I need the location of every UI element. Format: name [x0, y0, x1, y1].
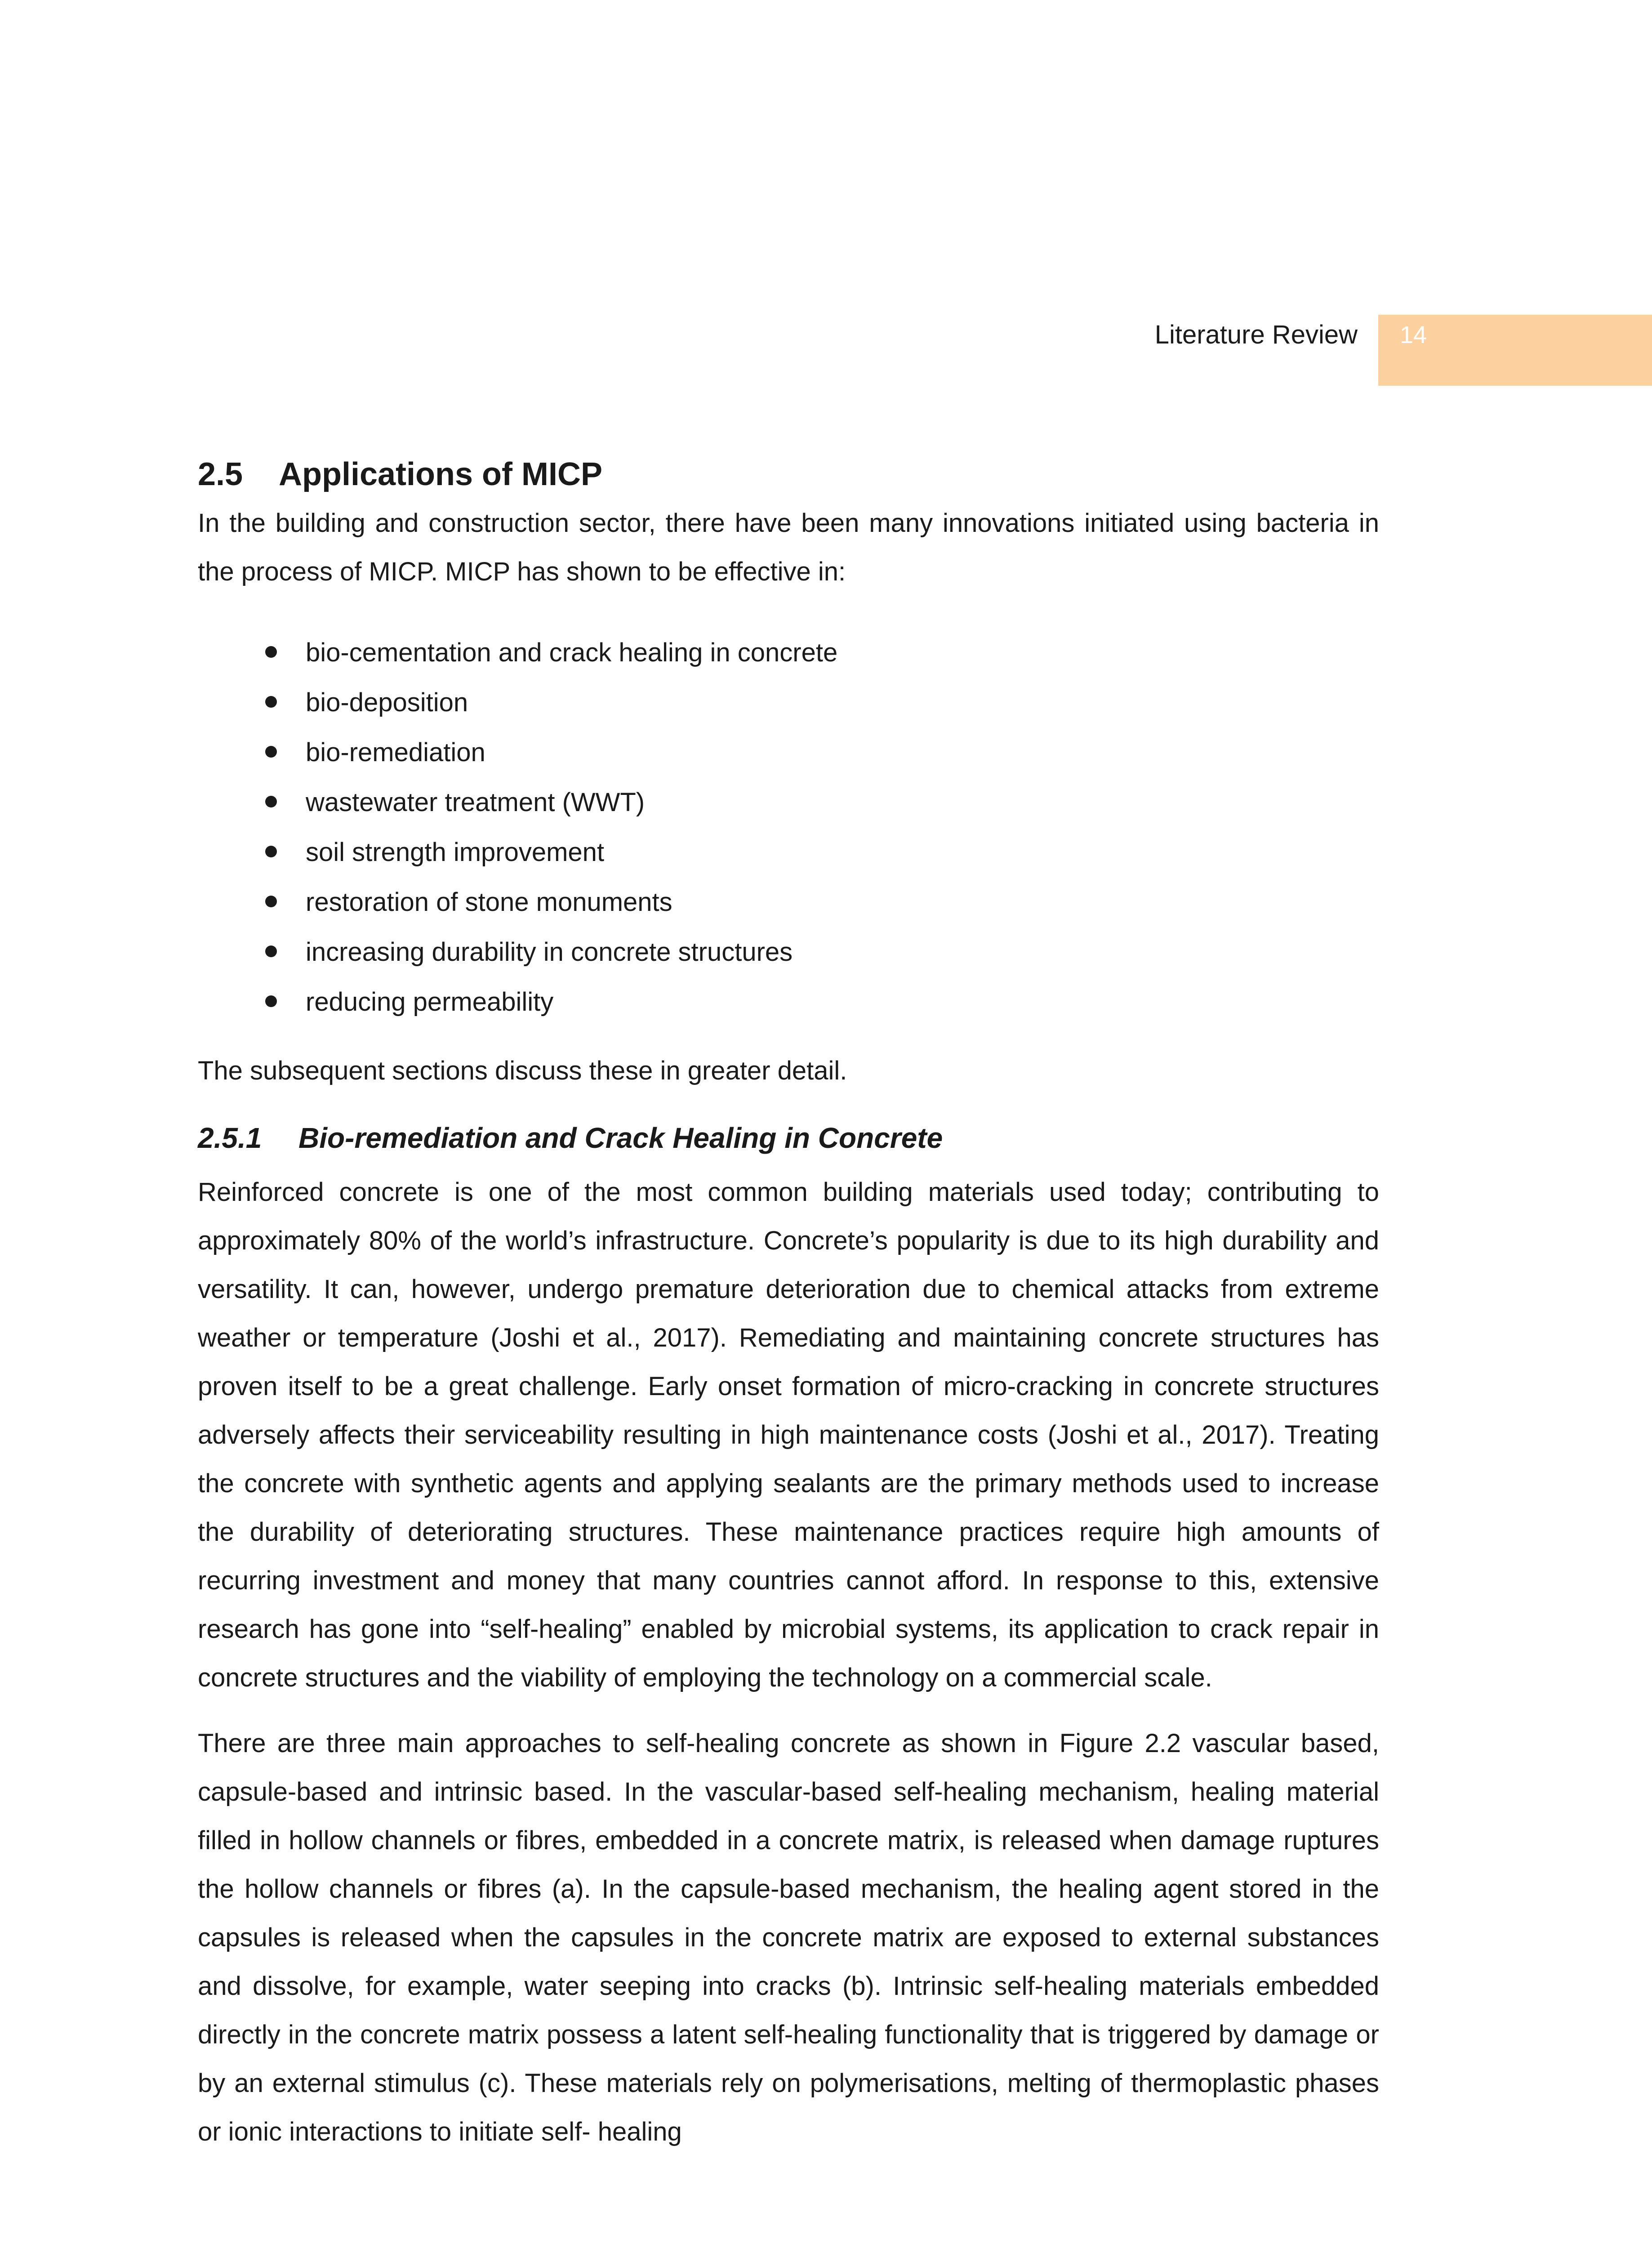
- page-number-tab: [1378, 315, 1652, 386]
- page-content: [198, 450, 1379, 2156]
- list-item-text: reducing permeability: [306, 987, 554, 1017]
- list-item-text: wastewater treatment (WWT): [306, 788, 645, 817]
- list-item: [198, 927, 1379, 977]
- section-closing: The subsequent sections discuss these in greater detail.: [198, 1056, 847, 1085]
- subsection-number: 2.5.1: [198, 1122, 262, 1154]
- paragraph-spacer: [198, 1702, 1379, 1719]
- list-item: [198, 727, 1379, 777]
- subsection-heading: [198, 1113, 1379, 1163]
- subsection-title: Bio-remediation and Crack Healing in Concrete: [298, 1122, 943, 1154]
- list-item-text: soil strength improvement: [306, 838, 605, 867]
- list-item: [198, 977, 1379, 1027]
- page-number: 14: [1400, 321, 1427, 348]
- section-intro: In the building and construction sector, there have been many innovations initiated using bacteria in the process of MICP. MICP has shown to be effective in:: [198, 508, 1379, 586]
- list-item-text: increasing durability in concrete structures: [306, 937, 793, 967]
- list-item-text: bio-deposition: [306, 688, 468, 717]
- bullet-icon: [265, 846, 277, 857]
- bullet-icon: [265, 896, 277, 907]
- running-header-title: Literature Review: [1154, 320, 1358, 349]
- bullet-icon: [265, 646, 277, 658]
- section-title: Applications of MICP: [279, 456, 602, 492]
- list-item: [198, 777, 1379, 827]
- paragraph: There are three main approaches to self-healing concrete as shown in Figure 2.2 vascular based, capsule-based and intrinsic based. In the vascular-based self-healing mechanism, healing material filled in hollow channels or fibres, embedded in a concrete matrix, is released when damage ruptures the hollow channels or fibres (a). In the capsule-based mechanism, the healing agent stored in the capsules is released when the capsules in the concrete matrix are exposed to external substances and dissolve, for example, water seeping into cracks (b). Intrinsic self-healing materials embedded directly in the concrete matrix possess a latent self-healing functionality that is triggered by damage or by an external stimulus (c). These materials rely on polymerisations, melting of thermoplastic phases or ionic interactions to initiate self- healing: [198, 1729, 1379, 2146]
- section-heading: [198, 450, 1379, 499]
- bullet-icon: [265, 696, 277, 708]
- list-item-text: bio-cementation and crack healing in concrete: [306, 638, 838, 667]
- applications-list: [198, 628, 1379, 1027]
- list-item: [198, 628, 1379, 678]
- bullet-icon: [265, 946, 277, 957]
- bullet-icon: [265, 796, 277, 807]
- bullet-icon: [265, 995, 277, 1007]
- section-number: 2.5: [198, 456, 243, 492]
- list-item: [198, 678, 1379, 727]
- list-item: [198, 877, 1379, 927]
- list-item-text: restoration of stone monuments: [306, 888, 672, 917]
- list-item: [198, 827, 1379, 877]
- paragraph: Reinforced concrete is one of the most common building materials used today; contributing to approximately 80% of the world’s infrastructure. Concrete’s popularity is due to its high durability and versatility. It can, however, undergo premature deterioration due to chemical attacks from extreme weather or temperature (Joshi et al., 2017). Remediating and maintaining concrete structures has proven itself to be a great challenge. Early onset formation of micro-cracking in concrete structures adversely affects their serviceability resulting in high maintenance costs (Joshi et al., 2017). Treating the concrete with synthetic agents and applying sealants are the primary methods used to increase the durability of deteriorating structures. These maintenance practices require high amounts of recurring investment and money that many countries cannot afford. In response to this, extensive research has gone into “self-healing” enabled by microbial systems, its application to crack repair in concrete structures and the viability of employing the technology on a commercial scale.: [198, 1178, 1379, 1692]
- bullet-icon: [265, 746, 277, 758]
- list-item-text: bio-remediation: [306, 738, 485, 767]
